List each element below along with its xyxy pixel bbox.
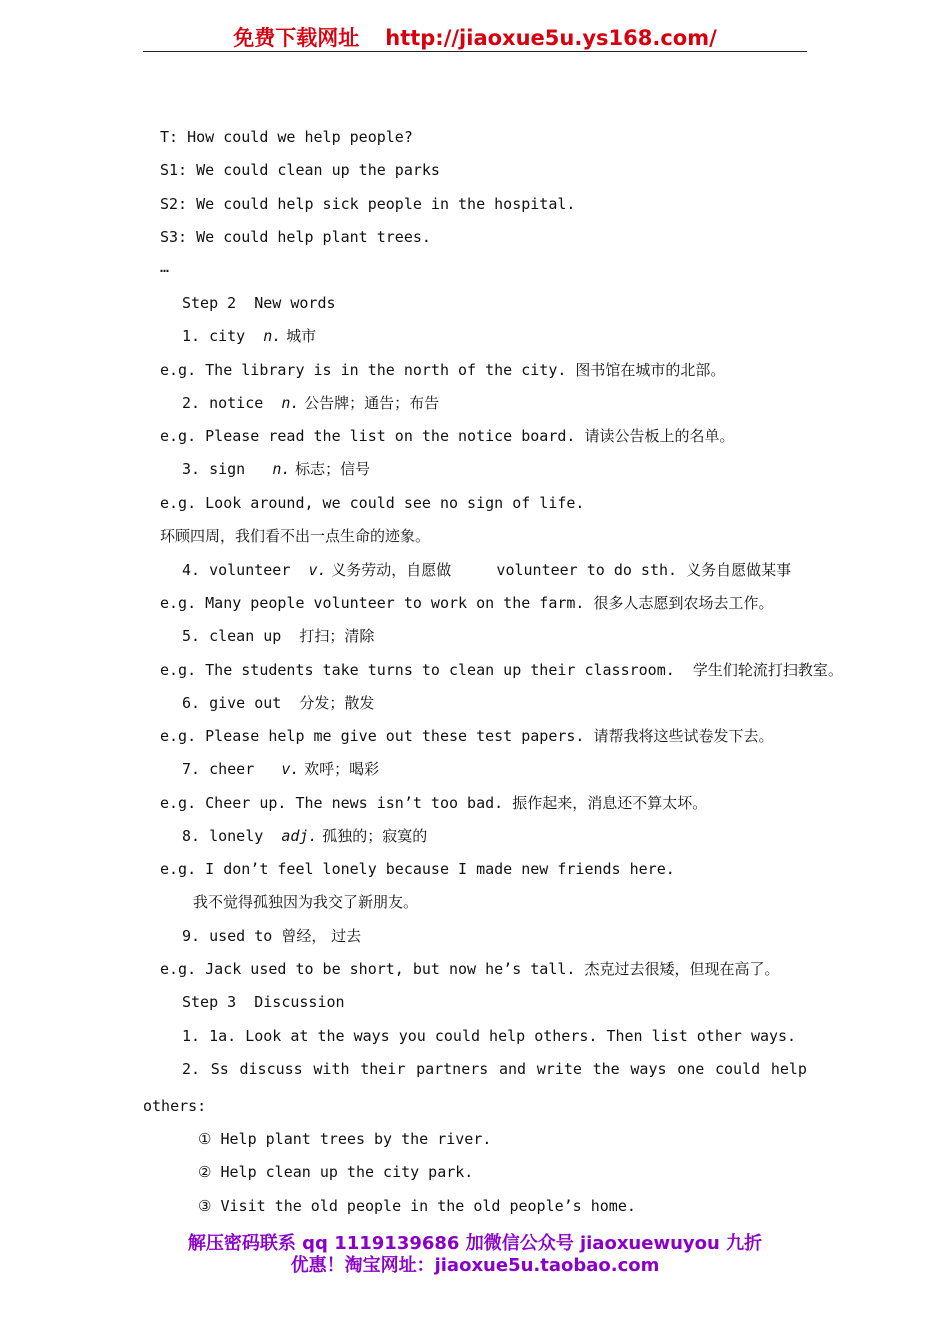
vocab-entry (182, 827, 427, 845)
discussion-item: 1. 1a. Look at the ways you could help others. Then list other ways. (182, 1027, 797, 1045)
vocab-entry (182, 627, 374, 645)
discussion-item-justified (182, 1060, 807, 1078)
word: write (536, 1060, 582, 1078)
example-en: e.g. Cheer up. The news isn’t too bad. (160, 794, 513, 812)
example-en: e.g. Please help me give out these test papers. (160, 727, 594, 745)
vocab-word: 6. give out (182, 694, 300, 712)
part-of-speech: adj. (281, 827, 318, 845)
word: could (715, 1060, 761, 1078)
vocab-phrase: volunteer to do sth. (451, 561, 687, 579)
word: discuss (239, 1060, 303, 1078)
example-sentence (160, 594, 774, 612)
vocab-meaning: 城市 (281, 327, 317, 345)
word: one (677, 1060, 705, 1078)
header-label: 免费下载网址 (233, 26, 360, 50)
step2-title: Step 2 New words (182, 294, 336, 312)
word: partners (416, 1060, 489, 1078)
example-en: e.g. The library is in the north of the city. (160, 361, 576, 379)
example-sentence (160, 661, 843, 679)
word: their (360, 1060, 406, 1078)
header-banner (0, 22, 950, 52)
vocab-word: 1. city (182, 327, 264, 345)
vocab-entry (182, 694, 374, 712)
vocab-entry (182, 327, 316, 345)
example-cn: 学生们轮流打扫教室。 (692, 661, 843, 679)
vocab-word: 7. cheer (182, 760, 282, 778)
vocab-entry (182, 394, 439, 412)
example-cn: 振作起来，消息还不算太坏。 (512, 794, 708, 812)
example-sentence (160, 494, 584, 512)
vocab-entry (182, 561, 791, 579)
example-en: e.g. Look around, we could see no sign of life. (160, 494, 585, 512)
vocab-word: 9. used to (182, 927, 282, 945)
vocab-meaning: 公告牌；通告；布告 (299, 394, 440, 412)
vocab-meaning: 孤独的；寂寞的 (317, 827, 428, 845)
word: and (499, 1060, 527, 1078)
example-en: e.g. Many people volunteer to work on the farm. (160, 594, 594, 612)
example-sentence (160, 960, 779, 978)
vocab-entry (182, 760, 379, 778)
vocab-meaning: 义务劳动，自愿做 (326, 561, 452, 579)
part-of-speech: v. (308, 561, 327, 579)
way-item: ② Help clean up the city park. (198, 1163, 474, 1181)
part-of-speech: n. (272, 460, 291, 478)
vocab-word: 8. lonely (182, 827, 282, 845)
footer-line-2: 优惠！淘宝网址：jiaoxue5u.taobao.com (290, 1255, 660, 1276)
vocab-word: 2. notice (182, 394, 282, 412)
example-sentence (160, 794, 707, 812)
step3-title: Step 3 Discussion (182, 993, 345, 1011)
part-of-speech: n. (281, 394, 300, 412)
example-cn: 请帮我将这些试卷发下去。 (593, 727, 774, 745)
vocab-meaning: 曾经， 过去 (281, 927, 362, 945)
vocab-meaning: 打扫；清除 (299, 627, 375, 645)
example-sentence (160, 361, 725, 379)
way-item: ① Help plant trees by the river. (198, 1130, 492, 1148)
word: ways (630, 1060, 667, 1078)
vocab-entry (182, 460, 370, 478)
dialogue-ellipsis: … (160, 258, 170, 276)
dialogue-line: S1: We could clean up the parks (160, 161, 440, 179)
word: 2. (182, 1060, 201, 1078)
example-sentence (160, 427, 734, 445)
word: Ss (210, 1060, 229, 1078)
part-of-speech: v. (281, 760, 300, 778)
word: the (592, 1060, 620, 1078)
dialogue-line: T: How could we help people? (160, 128, 413, 146)
example-cn: 环顾四周，我们看不出一点生命的迹象。 (160, 527, 431, 545)
word: help (770, 1060, 807, 1078)
dialogue-line: S3: We could help plant trees. (160, 228, 431, 246)
example-sentence (160, 727, 774, 745)
example-sentence (160, 860, 675, 878)
example-en: e.g. Please read the list on the notice board. (160, 427, 585, 445)
vocab-phrase-meaning: 义务自愿做某事 (686, 561, 792, 579)
header-divider (143, 51, 807, 52)
vocab-word: 3. sign (182, 460, 273, 478)
vocab-meaning: 分发；散发 (299, 694, 375, 712)
example-cn: 我不觉得孤独因为我交了新朋友。 (193, 893, 419, 911)
part-of-speech: n. (263, 327, 282, 345)
example-en: e.g. Jack used to be short, but now he’s tall. (160, 960, 585, 978)
vocab-word: 4. volunteer (182, 561, 309, 579)
example-en: e.g. I don’t feel lonely because I made new friends here. (160, 860, 675, 878)
example-cn: 请读公告板上的名单。 (584, 427, 735, 445)
word: with (313, 1060, 350, 1078)
example-cn: 图书馆在城市的北部。 (575, 361, 726, 379)
example-cn: 很多人志愿到农场去工作。 (593, 594, 774, 612)
vocab-meaning: 欢呼；喝彩 (299, 760, 380, 778)
header-url-link[interactable]: http://jiaoxue5u.ys168.com/ (385, 26, 717, 50)
footer-line-1: 解压密码联系 qq 1119139686 加微信公众号 jiaoxuewuyou 九折 (187, 1233, 763, 1254)
example-en: e.g. The students take turns to clean up their classroom. (160, 661, 693, 679)
vocab-meaning: 标志；信号 (290, 460, 371, 478)
way-item: ③ Visit the old people in the old people’s home. (198, 1197, 636, 1215)
vocab-word: 5. clean up (182, 627, 300, 645)
example-cn: 杰克过去很矮，但现在高了。 (584, 960, 780, 978)
vocab-entry (182, 927, 361, 945)
dialogue-line: S2: We could help sick people in the hospital. (160, 195, 576, 213)
discussion-item-tail: others: (143, 1097, 207, 1115)
